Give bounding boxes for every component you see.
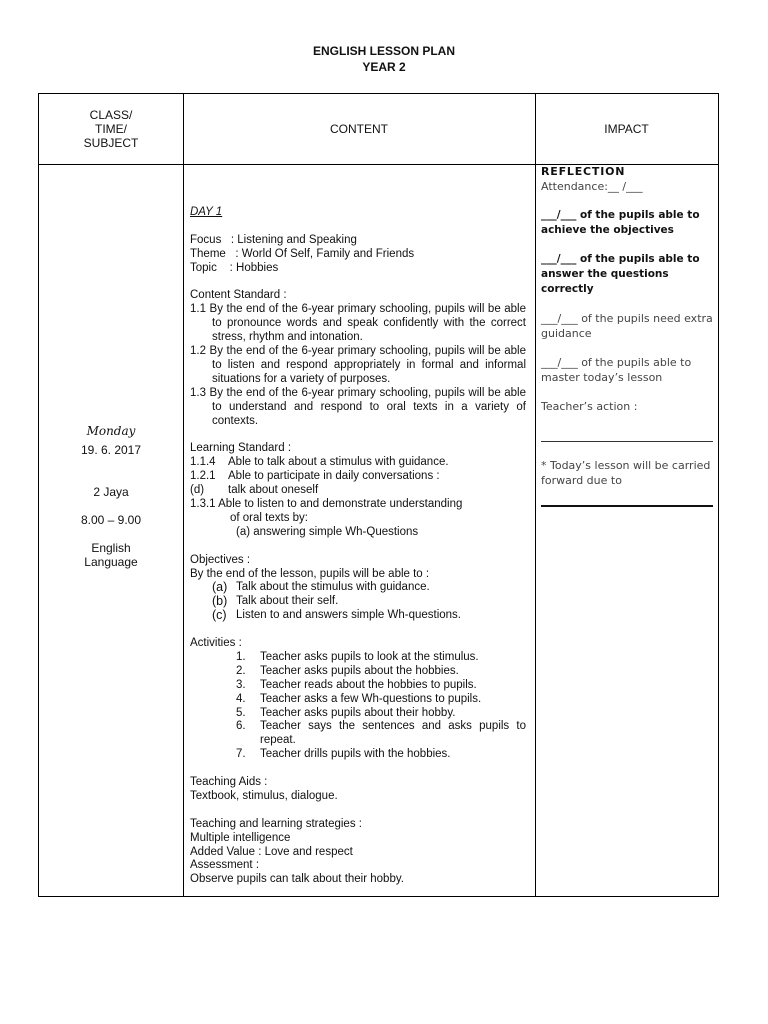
learning-standard-item: 1.1.4 Able to talk about a stimulus with guidance. (190, 456, 449, 469)
teacher-action-line (541, 441, 713, 442)
objective-item: (a) Talk about the stimulus with guidance. (212, 580, 430, 595)
carry-forward-line (541, 505, 713, 507)
header-impact: IMPACT (604, 122, 649, 136)
header-content: CONTENT (330, 122, 388, 136)
lesson-plan-table (38, 93, 719, 897)
day-label: DAY 1 (190, 206, 223, 218)
document-title: ENGLISH LESSON PLAN (312, 44, 455, 58)
content-standard-item: 1.2 By the end of the 6-year primary schooling, pupils will be able to listen and respond appropriately in formal and informal situations for a variety of purposes. (190, 345, 526, 385)
assessment: Observe pupils can talk about their hobby. (190, 873, 404, 886)
focus-line: Focus : Listening and Speaking (190, 233, 357, 246)
objectives-heading: Objectives : (190, 553, 251, 566)
lesson-subject-line2: Language (84, 555, 138, 569)
lesson-class: 2 Jaya (93, 485, 129, 499)
learning-standard-subitem: (d) talk about oneself (190, 484, 319, 497)
strategies: Multiple intelligence (190, 831, 291, 844)
content-cell (190, 206, 526, 887)
carry-forward-note: * Today’s lesson will be carried forward due to (541, 459, 711, 487)
strategies-heading: Teaching and learning strategies : (190, 817, 362, 830)
activity-item: 5. Teacher asks pupils about their hobby. (236, 706, 456, 719)
added-value: Added Value : Love and respect (190, 845, 353, 858)
reflection-heading: REFLECTION (541, 165, 626, 178)
objectives-intro: By the end of the lesson, pupils will be able to : (190, 567, 430, 580)
pupils-achieve-objectives: ___/___ of the pupils able to achieve the objectives (541, 209, 700, 236)
topic-line: Topic : Hobbies (190, 261, 279, 274)
column-divider-right (535, 94, 536, 896)
learning-standard-item: 1.2.1 Able to participate in daily conversations : (190, 470, 440, 483)
activity-item: 1. Teacher asks pupils to look at the stimulus. (236, 650, 479, 663)
activity-item: 2. Teacher asks pupils about the hobbies. (236, 664, 459, 677)
lesson-date: 19. 6. 2017 (80, 443, 142, 457)
pupils-answer-correctly: ___/___ of the pupils able to answer the questions correctly (541, 253, 700, 295)
activity-item: 4. Teacher asks a few Wh-questions to pupils. (236, 692, 482, 705)
teacher-action-label: Teacher’s action : (541, 400, 638, 413)
activity-item: 3. Teacher reads about the hobbies to pupils. (236, 678, 477, 691)
pupils-master-lesson: ___/___ of the pupils able to master today’s lesson (541, 356, 692, 384)
lesson-time: 8.00 – 9.00 (80, 513, 142, 527)
objective-item: (b) Talk about their self. (212, 594, 339, 609)
document-subtitle: YEAR 2 (362, 60, 406, 74)
column-divider-left (183, 94, 184, 896)
lesson-subject-line1: English (91, 541, 131, 555)
impact-cell (541, 164, 716, 488)
teaching-aids-heading: Teaching Aids : (190, 776, 268, 789)
attendance-line: Attendance:__ /___ (541, 180, 643, 193)
theme-line: Theme : World Of Self, Family and Friends (190, 247, 415, 260)
assessment-heading: Assessment : (190, 859, 260, 872)
content-standard-item: 1.1 By the end of the 6-year primary schooling, pupils will be able to pronounce words and speak confidently with the correct stress, rhythm and intonation. (190, 303, 526, 344)
teaching-aids: Textbook, stimulus, dialogue. (190, 789, 338, 802)
lesson-day: Monday (86, 424, 136, 438)
content-standard-item: 1.3 By the end of the 6-year primary schooling, pupils will be able to understand and respond to oral texts in a variety of contexts. (190, 386, 526, 427)
learning-standard-heading: Learning Standard : (190, 442, 292, 455)
content-standard-heading: Content Standard : (190, 289, 287, 302)
activity-item: 6. Teacher says the sentences and asks pupils to repeat. (236, 720, 526, 747)
activities-heading: Activities : (190, 637, 242, 650)
pupils-need-guidance: ___/___ of the pupils need extra guidance (541, 312, 713, 340)
activity-item: 7. Teacher drills pupils with the hobbies. (236, 748, 451, 761)
learning-standard-item-cont: of oral texts by: (230, 511, 308, 524)
learning-standard-subitem: (a) answering simple Wh-Questions (236, 525, 419, 538)
header-class-time-subject: CLASS/ TIME/ SUBJECT (83, 108, 139, 150)
objective-item: (c) Listen to and answers simple Wh-questions. (212, 608, 461, 623)
learning-standard-item: 1.3.1 Able to listen to and demonstrate understanding (190, 497, 463, 510)
